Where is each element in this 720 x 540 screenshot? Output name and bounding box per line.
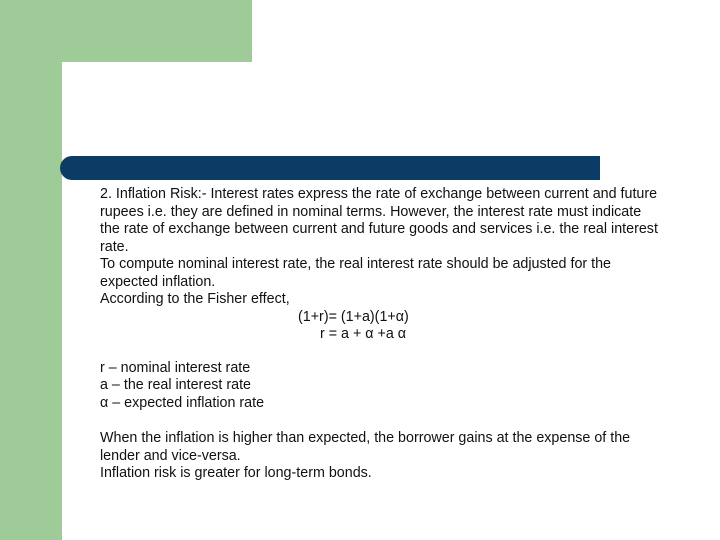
definition-a: a – the real interest rate [100,377,251,393]
title-bar [60,156,600,180]
definition-alpha: α – expected inflation rate [100,394,265,411]
definition-r: r – nominal interest rate [100,359,251,376]
fisher-expanded-formula: r = a + α +a α [320,326,407,342]
fisher-intro: According to the Fisher effect, [100,291,290,307]
left-green-strip [0,0,62,540]
conclusion-paragraph: When the inflation is higher than expected, the borrower gains at the expense of the lender and vice-versa. [100,430,631,464]
fisher-formula: (1+r)= (1+a)(1+α) [298,308,409,325]
spacer [100,344,660,360]
compute-paragraph: To compute nominal interest rate, the real interest rate should be adjusted for the expected inflation. [100,256,612,290]
intro-paragraph: 2. Inflation Risk:- Interest rates express the rate of exchange between current and future rupees i.e. they are defined in nominal terms. However, the interest rate must indicate the rate of exchange between current and future goods and services i.e. the real interest rate. [100,186,658,255]
long-term-note: Inflation risk is greater for long-term bonds. [100,465,372,481]
slide-body [100,186,660,483]
spacer [100,412,660,430]
rounded-corner-decoration [62,62,142,142]
top-green-block [0,0,252,62]
